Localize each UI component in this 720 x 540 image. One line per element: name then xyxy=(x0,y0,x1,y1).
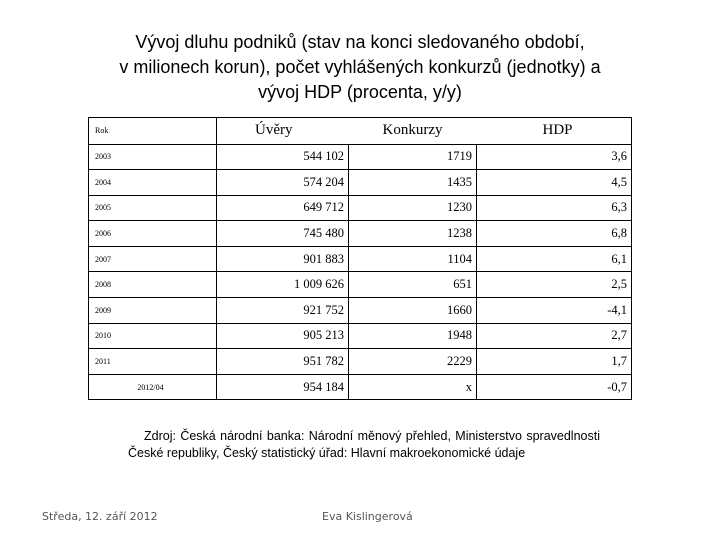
cell-uvery: 745 480 xyxy=(217,221,349,247)
cell-uvery: 954 184 xyxy=(217,374,349,400)
title-line-3: vývoj HDP (procenta, y/y) xyxy=(258,82,462,102)
cell-year: 2010 xyxy=(89,323,217,349)
cell-hdp: 2,7 xyxy=(477,323,632,349)
cell-hdp: -4,1 xyxy=(477,298,632,324)
cell-konkurzy: 1435 xyxy=(349,170,477,196)
footer-author: Eva Kislingerová xyxy=(322,510,413,523)
title-line-1: Vývoj dluhu podniků (stav na konci sledovaného období, xyxy=(135,32,585,52)
cell-hdp: 3,6 xyxy=(477,144,632,170)
table-row xyxy=(89,323,632,349)
table-row xyxy=(89,195,632,221)
cell-year: 2012/04 xyxy=(89,374,217,400)
title-line-2: v milionech korun), počet vyhlášených konkurzů (jednotky) a xyxy=(119,57,601,77)
cell-year: 2003 xyxy=(89,144,217,170)
cell-uvery: 901 883 xyxy=(217,246,349,272)
cell-konkurzy: 2229 xyxy=(349,349,477,375)
cell-year: 2006 xyxy=(89,221,217,247)
cell-hdp: 6,1 xyxy=(477,246,632,272)
cell-konkurzy: x xyxy=(349,374,477,400)
table-row xyxy=(89,170,632,196)
cell-konkurzy: 1660 xyxy=(349,298,477,324)
header-hdp xyxy=(477,118,632,145)
cell-hdp: 6,3 xyxy=(477,195,632,221)
header-uvery xyxy=(217,118,349,145)
cell-hdp: 2,5 xyxy=(477,272,632,298)
cell-year: 2011 xyxy=(89,349,217,375)
cell-hdp: -0,7 xyxy=(477,374,632,400)
cell-konkurzy: 1948 xyxy=(349,323,477,349)
table-header-row xyxy=(89,118,632,145)
cell-year: 2008 xyxy=(89,272,217,298)
table-row xyxy=(89,374,632,400)
table-row xyxy=(89,349,632,375)
cell-uvery: 1 009 626 xyxy=(217,272,349,298)
cell-uvery: 951 782 xyxy=(217,349,349,375)
cell-hdp: 4,5 xyxy=(477,170,632,196)
header-hdp-label: HDP xyxy=(542,122,573,139)
table-row xyxy=(89,272,632,298)
source-text: Zdroj: Česká národní banka: Národní měnový přehled, Ministerstvo spravedlnosti České republiky, Český statistický úřad: Hlavní makroekonomické údaje xyxy=(128,429,600,460)
cell-hdp: 6,8 xyxy=(477,221,632,247)
data-table xyxy=(88,117,632,400)
table-row xyxy=(89,298,632,324)
table-row xyxy=(89,246,632,272)
cell-uvery: 905 213 xyxy=(217,323,349,349)
table-row xyxy=(89,144,632,170)
cell-konkurzy: 1230 xyxy=(349,195,477,221)
cell-konkurzy: 1238 xyxy=(349,221,477,247)
cell-uvery: 649 712 xyxy=(217,195,349,221)
cell-konkurzy: 1104 xyxy=(349,246,477,272)
cell-year: 2005 xyxy=(89,195,217,221)
cell-year: 2004 xyxy=(89,170,217,196)
header-rok: Rok xyxy=(89,118,217,145)
footer-date: Středa, 12. září 2012 xyxy=(42,510,158,523)
cell-year: 2009 xyxy=(89,298,217,324)
cell-konkurzy: 651 xyxy=(349,272,477,298)
header-konkurzy-label: Konkurzy xyxy=(382,122,443,139)
cell-hdp: 1,7 xyxy=(477,349,632,375)
source-note xyxy=(128,428,600,461)
cell-uvery: 544 102 xyxy=(217,144,349,170)
header-konkurzy xyxy=(349,118,477,145)
header-uvery-label: Úvěry xyxy=(255,122,293,139)
cell-year: 2007 xyxy=(89,246,217,272)
table-row xyxy=(89,221,632,247)
cell-konkurzy: 1719 xyxy=(349,144,477,170)
cell-uvery: 921 752 xyxy=(217,298,349,324)
page-title xyxy=(40,30,680,105)
cell-uvery: 574 204 xyxy=(217,170,349,196)
